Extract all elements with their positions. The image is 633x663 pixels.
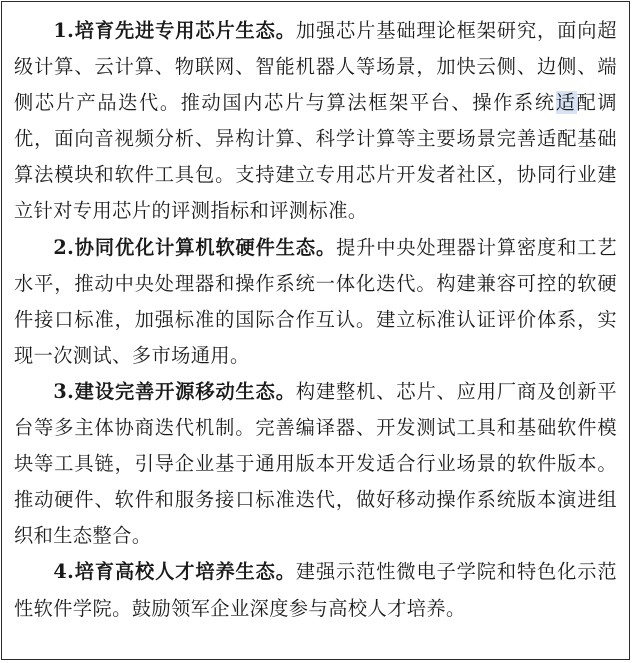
paragraph-heading: 2.协同优化计算机软硬件生态。 <box>53 235 337 259</box>
paragraph-body: 配调优，面向音视频分析、异构计算、科学计算等主要场景完善适配基础算法模块和软件工具包。支持建立专用芯片开发者社区，协同行业建立针对专用芯片的评测指标和评测标准。 <box>14 91 618 223</box>
paragraph-open-source-mobile-ecosystem <box>14 374 617 554</box>
document-frame <box>1 1 630 660</box>
paragraph-body: 构建整机、芯片、应用厂商及创新平台等多主体协商迭代机制。完善编译器、开发测试工具和基础软件模块等工具链，引导企业基于通用版本开发适合行业场景的软件版本。推动硬件、软件和服务接口标准迭代，做好移动操作系统版本演进组织和生态整合。 <box>14 379 617 548</box>
paragraph-talent-ecosystem <box>14 554 617 626</box>
paragraph-chip-ecosystem <box>14 13 617 230</box>
paragraph-heading: 4.培育高校人才培养生态。 <box>53 560 296 584</box>
selected-text-highlight[interactable]: 适 <box>555 91 577 115</box>
paragraph-hardware-software-ecosystem <box>14 230 617 374</box>
paragraph-heading: 1.培育先进专用芯片生态。 <box>53 19 296 42</box>
paragraph-body: 建强示范性微电子学院和特色化示范性软件学院。鼓励领军企业深度参与高校人才培养。 <box>14 560 617 620</box>
paragraph-body: 加强芯片基础理论框架研究，面向超级计算、云计算、物联网、智能机器人等场景，加快云侧、边侧、端侧芯片产品迭代。推动国内芯片与算法框架平台、操作系统 <box>14 19 617 115</box>
paragraph-body: 提升中央处理器计算密度和工艺水平，推动中央处理器和操作系统一体化迭代。构建兼容可控的软硬件接口标准，加强标准的国际合作互认。建立标准认证评价体系，实现一次测试、多市场通用。 <box>14 235 617 367</box>
paragraph-heading: 3.建设完善开源移动生态。 <box>53 379 296 403</box>
